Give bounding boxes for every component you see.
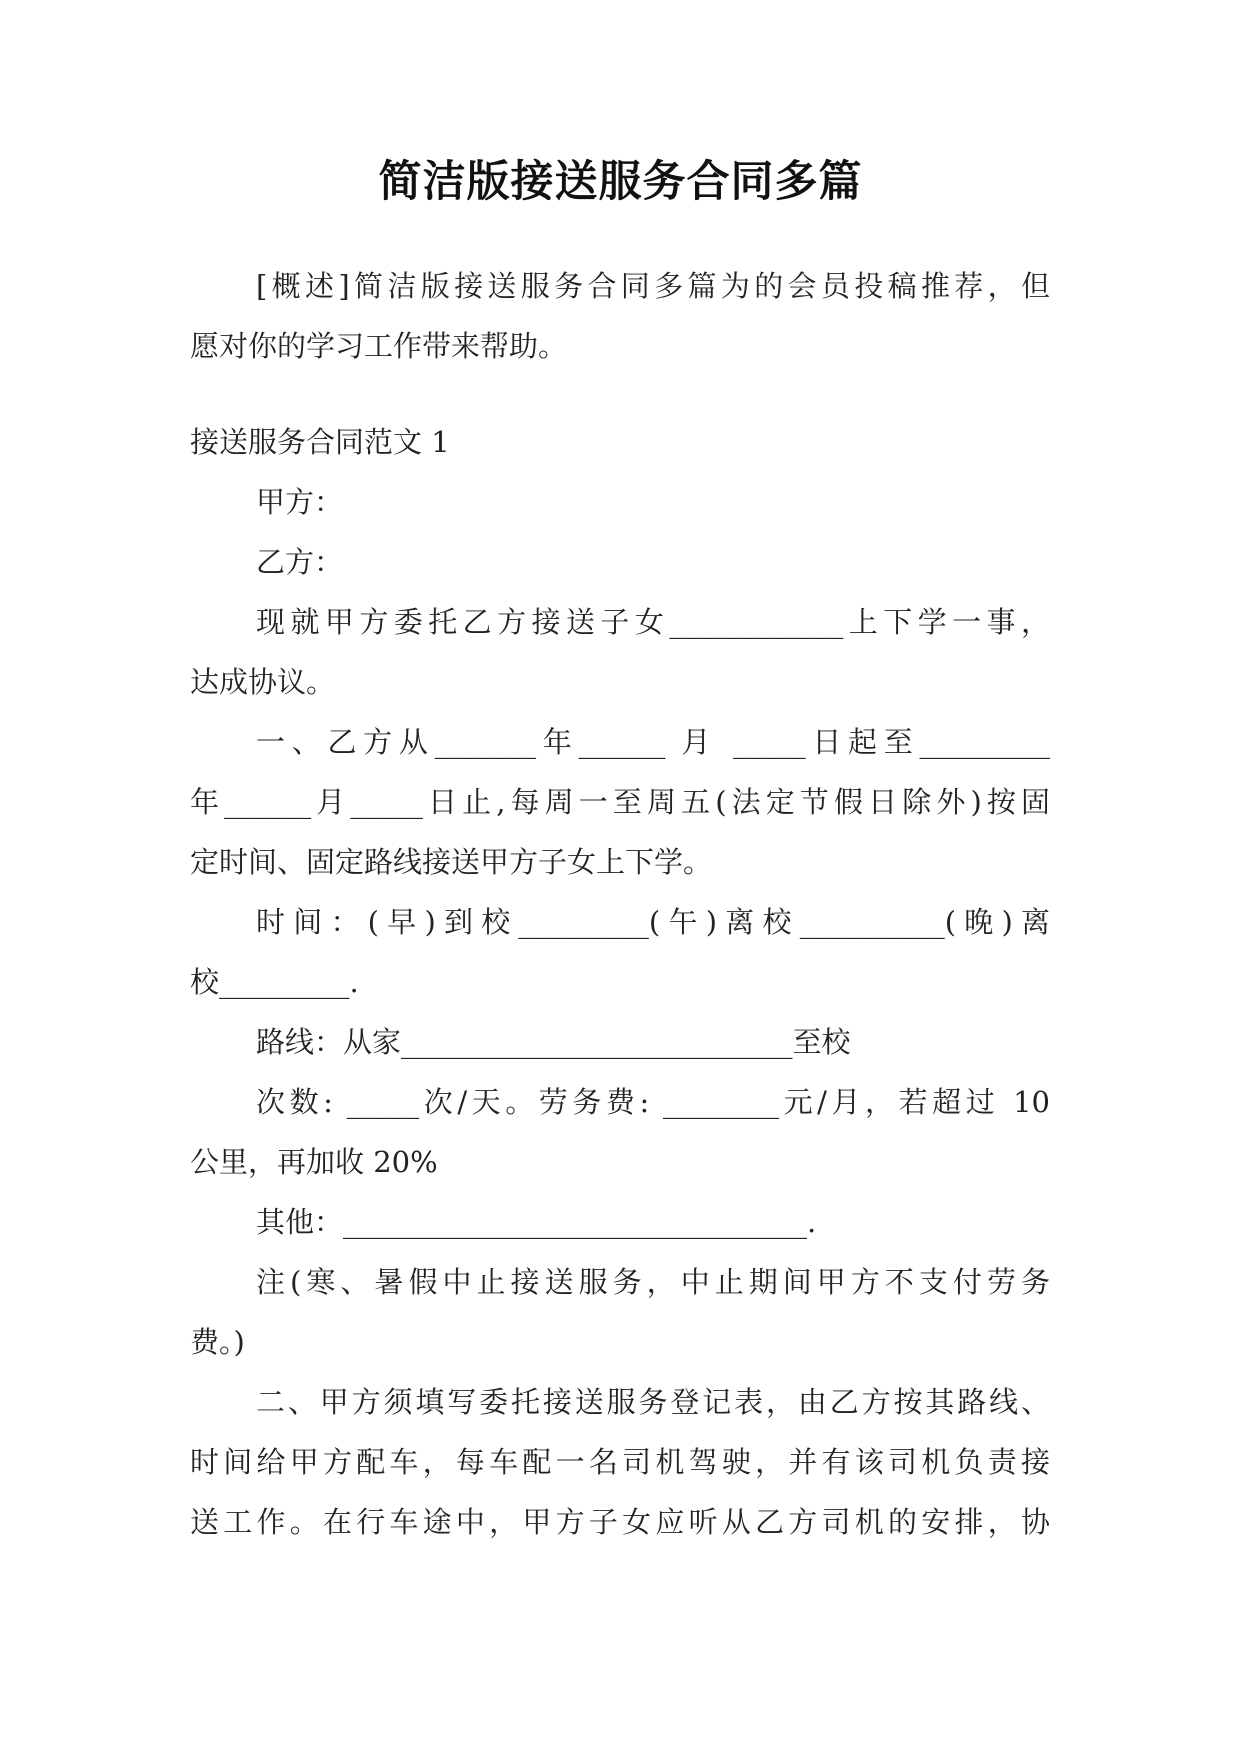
clause-2-line-3: 送工作。在行车途中，甲方子女应听从乙方司机的安排，协 (190, 1505, 1050, 1539)
summary-line-2: 愿对你的学习工作带来帮助。 (190, 329, 568, 363)
intro-line-2: 达成协议。 (190, 665, 336, 699)
clause-2-line-2: 时间给甲方配车，每车配一名司机驾驶，并有该司机负责接 (190, 1445, 1050, 1479)
count-fee-line-2: 公里，再加收 20% (190, 1145, 438, 1179)
time-line-1: 时间：(早)到校_________(午)离校__________(晚)离 (256, 905, 1050, 939)
summary-paragraph (190, 256, 1050, 376)
party-b-label: 乙方： (256, 545, 344, 579)
time-line-2: 校_________. (190, 965, 359, 999)
note-line-1: 注(寒、暑假中止接送服务，中止期间甲方不支付劳务 (256, 1265, 1050, 1299)
party-a-label: 甲方： (256, 485, 344, 519)
contract-body (190, 412, 1050, 1552)
summary-line-1: [概述]简洁版接送服务合同多篇为的会员投稿推荐，但 (256, 269, 1050, 303)
clause-1-line-1: 一、乙方从_______年______ 月 _____日起至_________ (256, 725, 1050, 759)
route-line: 路线：从家___________________________至校 (256, 1025, 851, 1059)
document-title: 简洁版接送服务合同多篇 (378, 157, 863, 207)
clause-2-line-1: 二、甲方须填写委托接送服务登记表，由乙方按其路线、 (256, 1385, 1050, 1419)
clause-1-line-2: 年______月_____日止,每周一至周五(法定节假日除外)按固 (190, 785, 1050, 819)
count-fee-line-1: 次数: _____次/天。劳务费: ________元/月，若超过 10 (256, 1085, 1050, 1119)
clause-1-line-3: 定时间、固定路线接送甲方子女上下学。 (190, 845, 713, 879)
section-heading: 接送服务合同范文 1 (190, 425, 450, 459)
intro-line-1: 现就甲方委托乙方接送子女____________上下学一事， (256, 605, 1050, 639)
note-line-2: 费。) (190, 1325, 245, 1359)
other-line: 其他：________________________________. (256, 1205, 817, 1239)
